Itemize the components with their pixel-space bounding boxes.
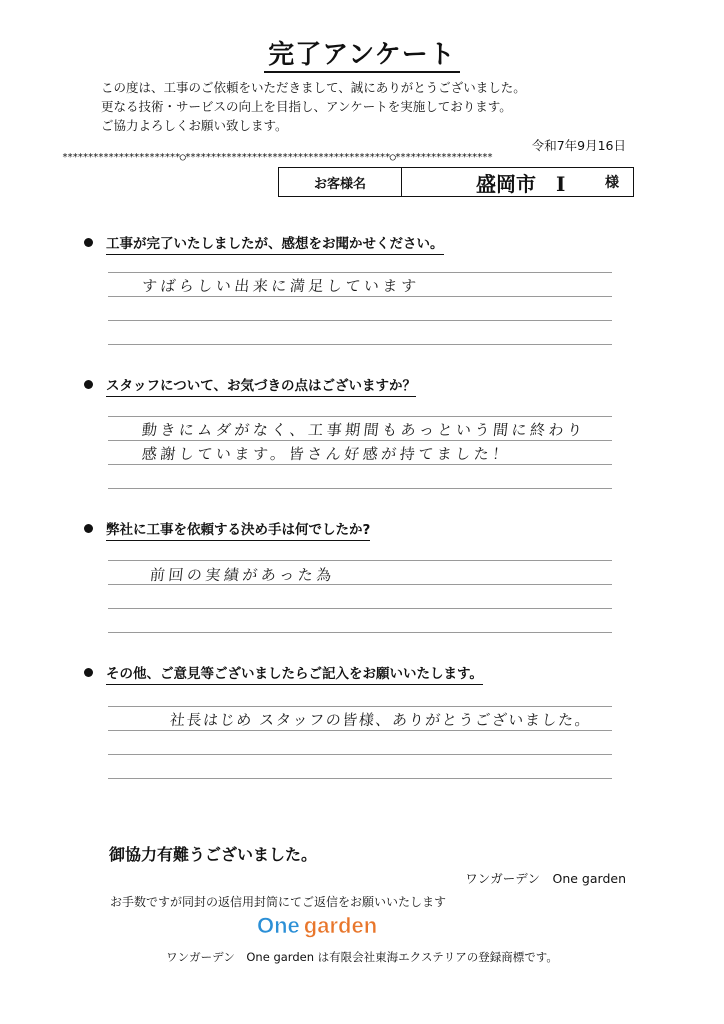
answer-4-line: 社長はじめ スタッフの皆様、ありがとうございました。	[169, 711, 593, 729]
thanks-message: 御協力有難うございました。	[109, 845, 318, 864]
customer-name: 盛岡市 I	[476, 171, 566, 196]
customer-name-box	[278, 167, 634, 197]
survey-date: 令和7年9月16日	[531, 138, 626, 153]
svg-text:Onegarden	[257, 913, 377, 938]
intro-line: ご協力よろしくお願い致します。	[101, 118, 288, 133]
question-text: 工事が完了いたしましたが、感想をお聞かせください。	[106, 236, 444, 255]
one-garden-logo	[255, 909, 395, 941]
brand-name: ワンガーデン One garden	[465, 871, 626, 886]
question-2	[84, 374, 416, 394]
bullet-icon	[84, 238, 93, 247]
answer-2-line: 感謝しています。皆さん好感が持てました！	[141, 445, 512, 463]
question-text: その他、ご意見等ございましたらご記入をお願いいたします。	[106, 666, 483, 685]
return-request: お手数ですが同封の返信用封筒にてご返信をお願いいたします	[110, 895, 447, 909]
customer-name-label: お客様名	[279, 168, 402, 196]
logo-garden-text: garden	[303, 913, 378, 938]
logo-one-text: One	[257, 913, 300, 938]
intro-line: この度は、工事のご依頼をいただきまして、誠にありがとうございました。	[101, 80, 526, 95]
page-title: 完了アンケート	[0, 34, 724, 71]
question-4	[84, 662, 483, 682]
question-1	[84, 232, 444, 252]
bullet-icon	[84, 524, 93, 533]
customer-name-field	[402, 168, 633, 196]
answer-3-line: 前回の実績があった為	[149, 566, 336, 584]
customer-honorific: 様	[605, 175, 619, 191]
question-text: スタッフについて、お気づきの点はございますか？	[106, 378, 416, 397]
answer-1-line: すばらしい出来に満足しています	[141, 277, 421, 295]
question-text: 弊社に工事を依頼する決め手は何でしたか?	[106, 522, 370, 541]
trademark-notice: ワンガーデン One garden は有限会社東海エクステリアの登録商標です。	[166, 950, 558, 964]
separator-line: ***********************○****************************************○*******************	[62, 152, 493, 163]
answer-2-line: 動きにムダがなく、工事期間もあっという間に終わり	[141, 421, 587, 439]
bullet-icon	[84, 380, 93, 389]
intro-line: 更なる技術・サービスの向上を目指し、アンケートを実施しております。	[101, 99, 512, 114]
bullet-icon	[84, 668, 93, 677]
question-3	[84, 518, 370, 538]
intro-text	[101, 78, 526, 135]
